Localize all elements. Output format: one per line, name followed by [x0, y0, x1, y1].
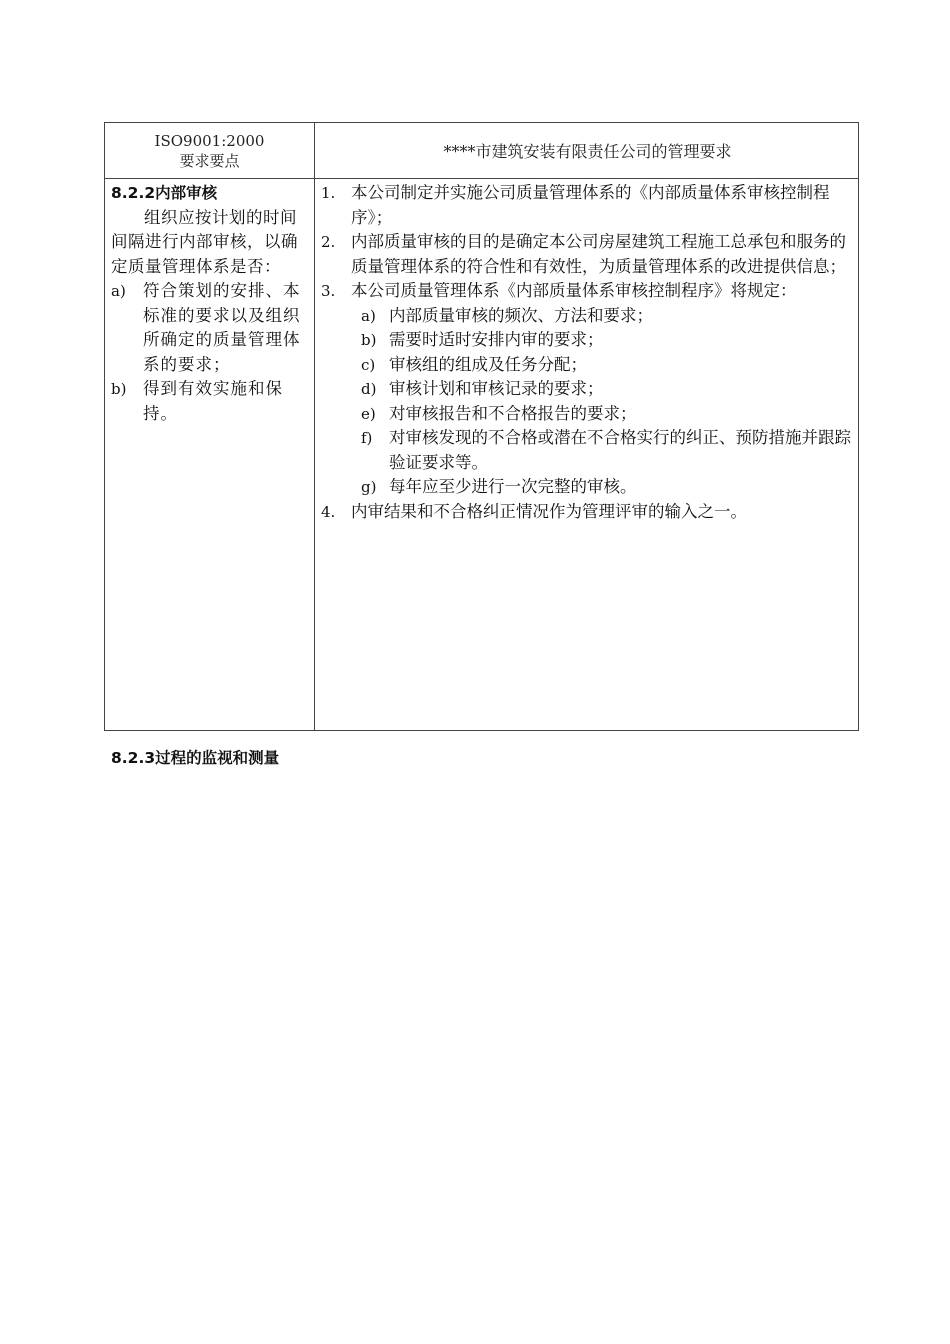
- sub-list-marker: c): [361, 355, 376, 374]
- sub-list-text: 审核计划和审核记录的要求；: [389, 379, 604, 398]
- sub-list-marker: b): [361, 331, 377, 349]
- sub-list-text: 需要时适时安排内审的要求；: [389, 330, 604, 349]
- header-right-text: ****市建筑安装有限责任公司的管理要求: [443, 142, 732, 161]
- list-item: [321, 279, 851, 304]
- sub-list-item: [361, 304, 851, 329]
- sub-list-marker: g): [361, 478, 377, 496]
- sub-list-marker: d): [361, 380, 377, 398]
- list-text: 本公司制定并实施公司质量管理体系的《内部质量体系审核控制程序》；: [351, 183, 830, 227]
- list-text: 得到有效实施和保持。: [143, 379, 283, 423]
- list-text: 本公司质量管理体系《内部质量体系审核控制程序》将规定：: [351, 281, 797, 300]
- list-item: [111, 279, 309, 377]
- list-text: 符合策划的安排、本标准的要求以及组织所确定的质量管理体系的要求；: [143, 281, 301, 374]
- list-text: 内审结果和不合格纠正情况作为管理评审的输入之一。: [351, 501, 747, 521]
- sub-list-item: [361, 353, 851, 378]
- list-marker: b): [111, 380, 127, 398]
- column-divider: [314, 123, 315, 730]
- header-divider: [105, 178, 858, 179]
- sub-list-text: 对审核发现的不合格或潜在不合格实行的纠正、预防措施并跟踪验证要求等。: [389, 428, 851, 472]
- clause-title: 8.2.2内部审核: [111, 184, 218, 202]
- list-item: [321, 181, 851, 230]
- section-heading: 8.2.3过程的监视和测量: [111, 749, 280, 767]
- list-marker: a): [111, 282, 126, 300]
- list-marker: 1.: [321, 184, 336, 202]
- sub-list-item: [361, 402, 851, 427]
- right-requirement-cell: [321, 181, 851, 524]
- clause-paragraph: 组织应按计划的时间间隔进行内部审核，以确定质量管理体系是否：: [111, 207, 298, 276]
- list-item: [321, 230, 851, 279]
- list-marker: 4.: [321, 502, 336, 521]
- list-marker: 3.: [321, 282, 336, 300]
- sub-list-text: 审核组的组成及任务分配；: [389, 354, 587, 374]
- requirements-table: [104, 122, 859, 731]
- list-text: 内部质量审核的目的是确定本公司房屋建筑工程施工总承包和服务的质量管理体系的符合性和有效性，为质量管理体系的改进提供信息；: [351, 232, 846, 276]
- header-right-cell: [315, 123, 860, 178]
- left-requirement-cell: [111, 181, 309, 426]
- sub-list-item: [361, 426, 851, 475]
- sub-list-text: 对审核报告和不合格报告的要求；: [389, 403, 637, 423]
- sub-list-marker: f): [361, 429, 373, 447]
- list-item: [111, 377, 309, 426]
- sub-list-item: [361, 328, 851, 353]
- sub-list-item: [361, 377, 851, 402]
- sub-list-item: [361, 475, 851, 500]
- header-left-line2: 要求要点: [179, 151, 240, 170]
- sub-list-text: 内部质量审核的频次、方法和要求；: [389, 305, 653, 325]
- list-marker: 2.: [321, 233, 336, 251]
- list-item: [321, 500, 851, 525]
- header-left-cell: [105, 123, 314, 178]
- header-left-line1: ISO9001:2000: [154, 131, 265, 150]
- sub-list-marker: a): [361, 306, 376, 325]
- sub-list-text: 每年应至少进行一次完整的审核。: [389, 477, 637, 496]
- sub-list-marker: e): [361, 404, 376, 423]
